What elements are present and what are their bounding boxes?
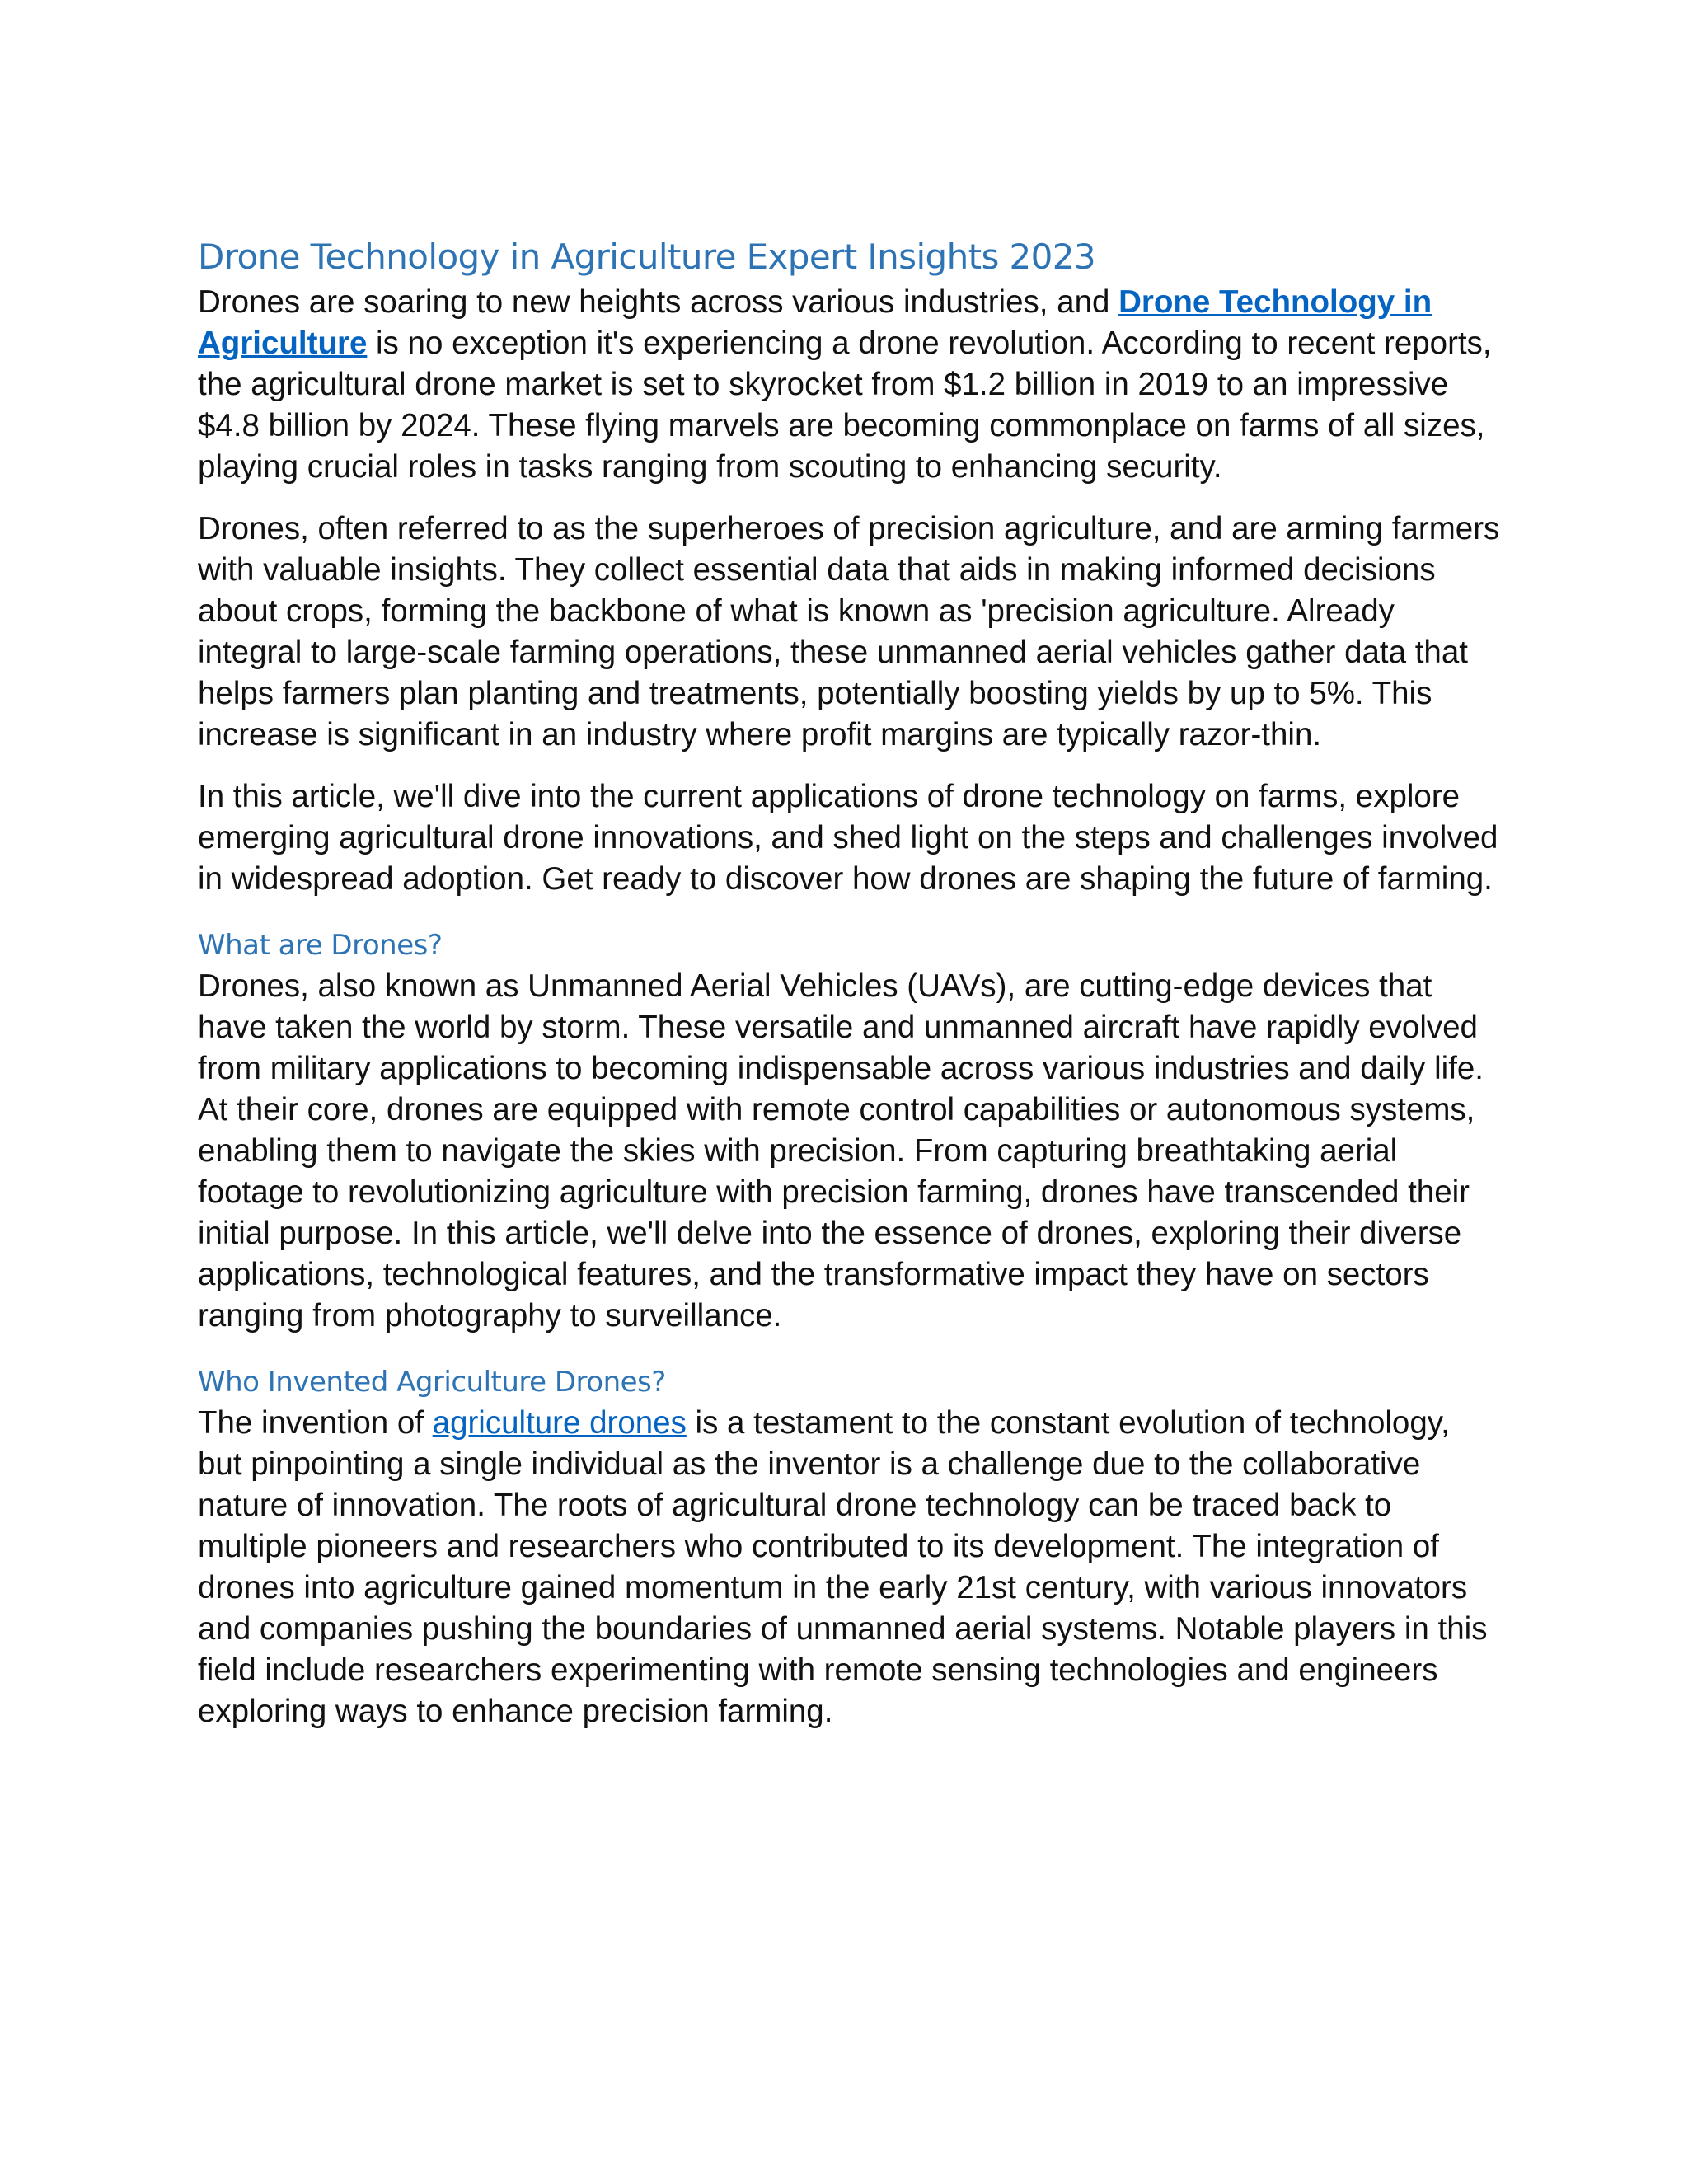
- agriculture-drones-link[interactable]: agriculture drones: [432, 1405, 687, 1441]
- article-body: [198, 232, 1500, 1732]
- intro-text-end: is no exception it's experiencing a drone revolution. According to recent reports, the agricultural drone market is set to skyrocket from $1.2 billion in 2019 to an impressive $4.8 billion by 2024. These flying marvels are becoming commonplace on farms of all sizes, playing crucial roles in tasks ranging from scouting to enhancing security.: [198, 326, 1492, 485]
- intro-paragraph: [198, 282, 1500, 488]
- drone-technology-link[interactable]: Drone Technology in Agriculture: [198, 284, 1432, 361]
- intro-text-start: Drones are soaring to new heights across various industries, and: [198, 284, 1119, 320]
- article-title: Drone Technology in Agriculture Expert Insights 2023: [198, 237, 1095, 277]
- who-invented-text-start: The invention of: [198, 1405, 433, 1441]
- what-are-drones-heading: What are Drones?: [198, 929, 443, 962]
- who-invented-heading: Who Invented Agriculture Drones?: [198, 1366, 666, 1399]
- who-invented-text-end: is a testament to the constant evolution of technology, but pinpointing a single individual as the inventor is a challenge due to the collaborative nature of innovation. The roots of agricultural drone technology can be traced back to multiple pioneers and researchers who contributed to its development. The integration of drones into agriculture gained momentum in the early 21st century, with various innovators and companies pushing the boundaries of unmanned aerial systems. Notable players in this field include researchers experimenting with remote sensing technologies and engineers exploring ways to enhance precision farming.: [198, 1405, 1488, 1729]
- precision-agriculture-paragraph: Drones, often referred to as the superheroes of precision agriculture, and are arming farmers with valuable insights. They collect essential data that aids in making informed decisions about crops, forming the backbone of what is known as 'precision agriculture. Already integral to large-scale farming operations, these unmanned aerial vehicles gather data that helps farmers plan planting and treatments, potentially boosting yields by up to 5%. This increase is significant in an industry where profit margins are typically razor-thin.: [198, 511, 1500, 752]
- who-invented-paragraph: [198, 1403, 1500, 1732]
- what-are-drones-paragraph: Drones, also known as Unmanned Aerial Vehicles (UAVs), are cutting-edge devices that have taken the world by storm. These versatile and unmanned aircraft have rapidly evolved from military applications to becoming indispensable across various industries and daily life. At their core, drones are equipped with remote control capabilities or autonomous systems, enabling them to navigate the skies with precision. From capturing breathtaking aerial footage to revolutionizing agriculture with precision farming, drones have transcended their initial purpose. In this article, we'll delve into the essence of drones, exploring their diverse applications, technological features, and the transformative impact they have on sectors ranging from photography to surveillance.: [198, 968, 1484, 1333]
- article-overview-paragraph: In this article, we'll dive into the current applications of drone technology on farms, explore emerging agricultural drone innovations, and shed light on the steps and challenges involved in widespread adoption. Get ready to discover how drones are shaping the future of farming.: [198, 779, 1498, 897]
